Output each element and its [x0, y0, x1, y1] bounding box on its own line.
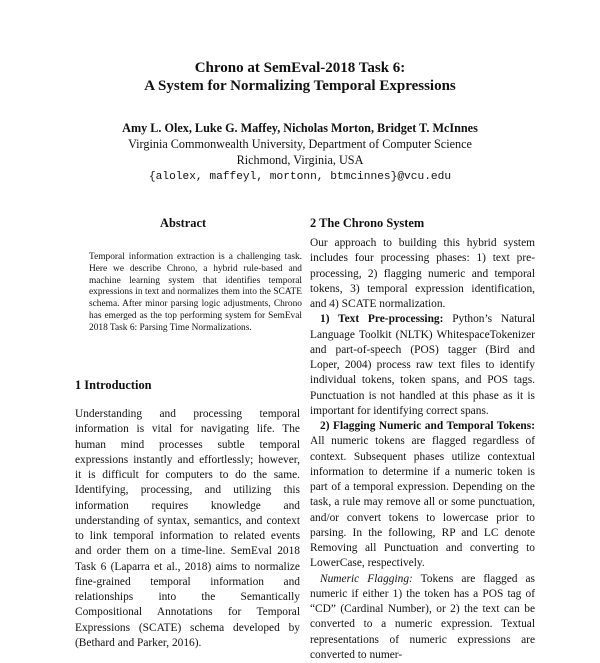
flagging-label: 2) Flagging Numeric and Temporal Tokens:: [320, 420, 535, 432]
section-2-intro: Our approach to building this hybrid system includes four processing phases: 1) text pre-processing, 2) flagging numeric and temporal tokens, 3) temporal expression identification, and 4) SCATE normalization.: [310, 236, 535, 312]
numeric-flagging-label: Numeric Flagging:: [320, 573, 413, 585]
numeric-flagging-paragraph: [310, 572, 535, 663]
text-preprocessing-paragraph: [310, 312, 535, 419]
flagging-text: All numeric tokens are flagged regardless of context. Subsequent phases utilize contextual information to determine if a numeric token is part of a temporal expression. Depending on the task, a rule may remove all or some punctuation, and/or convert tokens to lowercase prior to parsing. In the following, RP and LC denote Removing all Punctuation and converting to LowerCase, respectively.: [310, 435, 535, 569]
affiliation-location: Richmond, Virginia, USA: [0, 153, 600, 168]
section-1-heading: 1 Introduction: [75, 378, 152, 393]
abstract-text: Temporal information extraction is a challenging task. Here we describe Chrono, a hybrid rule-based and machine learning system that identifies temporal expressions in text and normalizes them into the SCATE schema. After minor parsing logic adjustments, Chrono has emerged as the top performing system for SemEval 2018 Task 6: Parsing Time Normalizations.: [89, 252, 302, 335]
section-2-body: [310, 236, 535, 663]
abstract-heading: Abstract: [160, 216, 206, 231]
affiliation: Virginia Commonwealth University, Department of Computer Science: [0, 137, 600, 152]
introduction-paragraph: Understanding and processing temporal information is vital for navigating life. The human mind processes subtle temporal expressions instantly and effortlessly; however, it is difficult for computers to do the same. Identifying, processing, and utilizing this information requires knowledge and understanding of syntax, semantics, and context to link temporal information to related events and order them on a time-line. SemEval 2018 Task 6 (Laparra et al., 2018) aims to normalize fine-grained temporal information and relationships into the Semantically Compositional Annotations for Temporal Expressions (SCATE) schema developed by (Bethard and Parker, 2016).: [75, 407, 300, 651]
section-1-body: [75, 407, 300, 651]
paper-title-line-2: A System for Normalizing Temporal Expressions: [0, 77, 600, 96]
paper-title-line-1: Chrono at SemEval-2018 Task 6:: [0, 59, 600, 78]
author-emails: {alolex, maffeyl, mortonn, btmcinnes}@vcu.edu: [0, 170, 600, 185]
numeric-flagging-text: Tokens are flagged as numeric if either 1) the token has a POS tag of “CD” (Cardinal Number), or 2) the text can be converted to a numeric expression. Textual representations of numeric expressions are converted to numer-: [310, 573, 535, 661]
flagging-paragraph: [310, 419, 535, 572]
author-list: Amy L. Olex, Luke G. Maffey, Nicholas Morton, Bridget T. McInnes: [0, 121, 600, 136]
text-preprocessing-label: 1) Text Pre-processing:: [320, 313, 443, 325]
section-2-heading: 2 The Chrono System: [310, 216, 424, 231]
text-preprocessing-text: Python’s Natural Language Toolkit (NLTK) WhitespaceTokenizer and part-of-speech (POS) tagger (Bird and Loper, 2004) process raw text files to identify individual tokens, token spans, and POS tags. Punctuation is not handled at this phase as it is important for identifying correct spans.: [310, 313, 535, 417]
